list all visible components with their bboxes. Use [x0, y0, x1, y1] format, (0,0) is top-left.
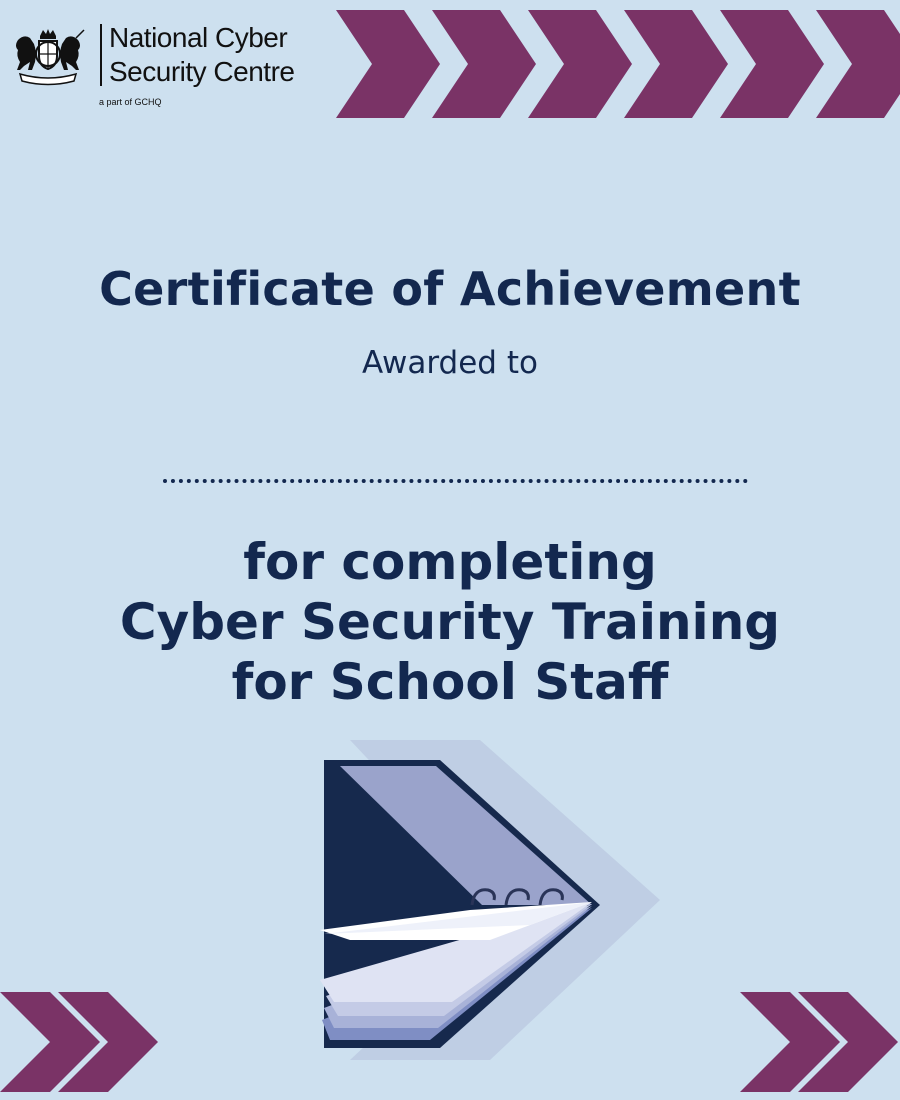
- double-chevron-right-icon: [740, 990, 900, 1095]
- awarded-to-label: Awarded to: [362, 345, 538, 381]
- org-name-line-1: National Cyber: [109, 22, 288, 53]
- open-binder-book-icon: [310, 740, 670, 1060]
- chevron-right-icon: [528, 10, 632, 118]
- chevron-right-icon: [336, 10, 440, 118]
- ncsc-logo: [10, 20, 330, 115]
- chevron-right-icon: [624, 10, 728, 118]
- completion-line-1: for completing: [243, 533, 657, 591]
- royal-coat-of-arms-icon: [10, 26, 86, 88]
- chevron-right-icon: [720, 10, 824, 118]
- double-chevron-right-icon: [0, 990, 160, 1095]
- completion-line-3: for School Staff: [231, 653, 669, 711]
- completion-line-2: Cyber Security Training: [119, 593, 781, 651]
- recipient-name-line: [163, 479, 748, 483]
- certificate-title: Certificate of Achievement: [99, 262, 801, 316]
- completion-statement: [0, 532, 900, 712]
- org-tagline: a part of GCHQ: [99, 97, 162, 107]
- chevron-right-icon: [432, 10, 536, 118]
- org-name-line-2: Security Centre: [109, 56, 295, 87]
- logo-divider: [100, 24, 102, 86]
- chevron-right-icon: [816, 10, 900, 118]
